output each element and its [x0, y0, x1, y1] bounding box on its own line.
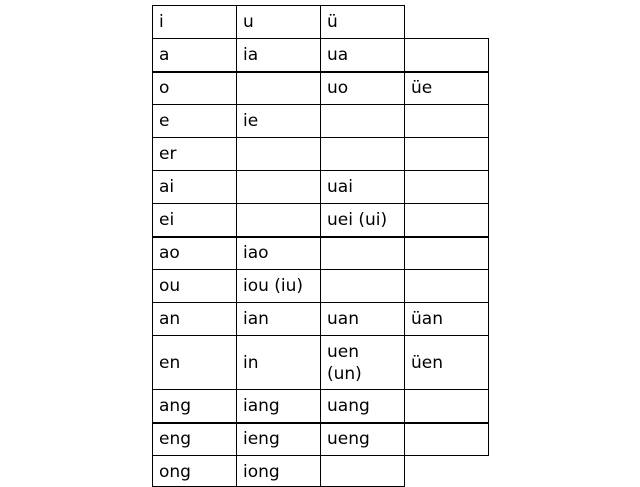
table-cell: iou (iu)	[243, 276, 304, 296]
table-cell: ang	[159, 396, 191, 416]
table-cell	[405, 39, 488, 71]
table-cell: ua	[327, 45, 349, 65]
table-cell	[237, 138, 320, 170]
table-cell	[237, 204, 320, 236]
table-cell: ei	[159, 210, 175, 230]
table-cell	[405, 423, 488, 455]
table-cell: ian	[243, 309, 269, 329]
table-cell: e	[159, 111, 170, 131]
table-cell: uai	[327, 177, 353, 197]
table-cell: ia	[243, 45, 259, 65]
table-cell: uen (un)	[327, 341, 362, 384]
table-cell: in	[243, 352, 259, 373]
table-cell: o	[159, 78, 170, 98]
table-cell	[321, 237, 404, 269]
table-cell: ong	[159, 461, 191, 482]
table-cell	[321, 105, 404, 137]
table-cell: a	[159, 45, 170, 65]
table-cell: ie	[243, 111, 259, 131]
table-cell: i	[159, 12, 164, 32]
table-cell	[237, 72, 320, 104]
table-rule-right	[488, 38, 489, 455]
table-cell	[237, 171, 320, 203]
table-cell	[321, 270, 404, 302]
table-cell: ieng	[243, 429, 280, 449]
table-cell: u	[243, 12, 254, 32]
table-cell	[405, 390, 488, 422]
table-cell	[321, 138, 404, 170]
table-cell	[405, 105, 488, 137]
table-cell: ao	[159, 243, 180, 263]
table-cell: uang	[327, 396, 370, 416]
table-cell: uan	[327, 309, 359, 329]
table-cell	[405, 270, 488, 302]
table-cell: an	[159, 309, 181, 329]
table-cell: ou	[159, 276, 181, 296]
table-cell	[405, 237, 488, 269]
table-cell: iao	[243, 243, 269, 263]
table-cell: iong	[243, 461, 280, 482]
table-cell: ü	[327, 12, 338, 32]
table-cell: iang	[243, 396, 280, 416]
table-cell: uei (ui)	[327, 210, 388, 230]
table-cell: üe	[411, 78, 433, 98]
table-cell: en	[159, 352, 181, 373]
table-cell: er	[159, 144, 177, 164]
table-cell: ai	[159, 177, 175, 197]
table-cell: uo	[327, 78, 349, 98]
table-cell	[405, 204, 488, 236]
table-cell	[405, 456, 488, 487]
table-cell: üen	[411, 352, 444, 373]
table-cell: ueng	[327, 429, 370, 449]
table-cell: eng	[159, 429, 192, 449]
table-cell	[405, 171, 488, 203]
table-cell	[321, 456, 404, 487]
table-cell	[405, 138, 488, 170]
table-cell: üan	[411, 309, 443, 329]
